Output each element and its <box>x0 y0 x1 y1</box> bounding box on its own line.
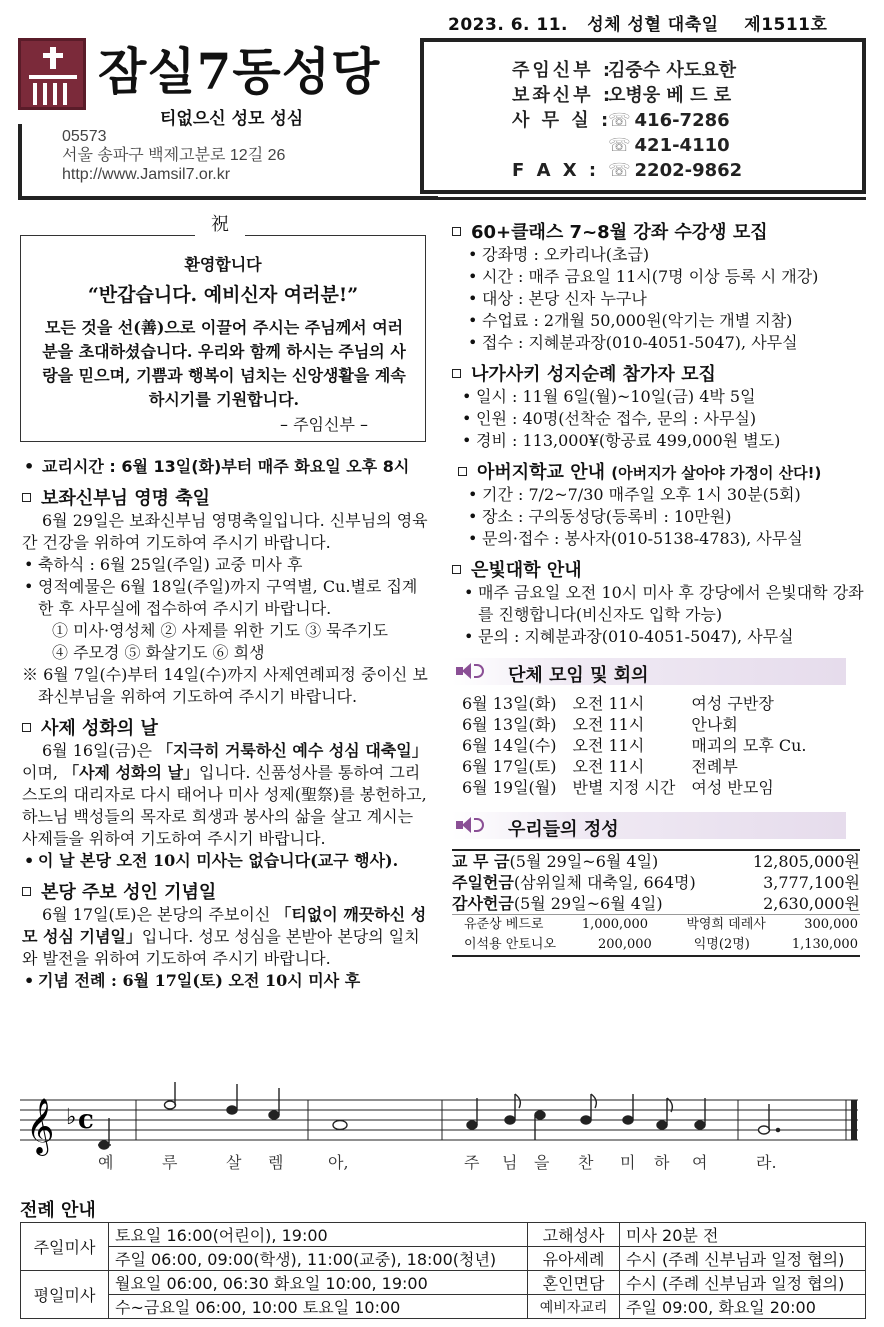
list-item: • 이 날 본당 오전 10시 미사는 없습니다(교구 행사). <box>22 850 432 872</box>
list-item: • 문의·접수 : 봉사자(010-5138-4783), 사무실 <box>466 528 870 550</box>
table-cell: 주일 09:00, 화요일 20:00 <box>620 1295 866 1319</box>
info-label: 사 무 실 : <box>512 110 612 131</box>
list-item: • 접수 : 지혜분과장(010-4051-5047), 사무실 <box>466 332 870 354</box>
square-bullet-icon <box>22 887 31 896</box>
table-row: 6월 17일(토) 오전 11시 전례부 <box>462 757 738 776</box>
treble-clef-icon: 𝄞 <box>26 1098 55 1154</box>
list-item: • 대상 : 본당 신자 누구나 <box>466 288 870 310</box>
lyric-syllable: 라. <box>756 1153 777 1172</box>
square-bullet-icon <box>22 723 31 732</box>
lyric-syllable: 렘 <box>268 1153 284 1172</box>
church-name: 잠실7동성당 <box>98 42 381 101</box>
welcome-title: 환영합니다 <box>184 255 262 274</box>
phone-icon: ☏ <box>608 135 631 156</box>
list-item: ① 미사·영성체 ② 사제를 위한 기도 ③ 묵주기도 <box>52 621 388 640</box>
lyric-syllable: 여 <box>692 1153 708 1172</box>
table-row <box>21 1247 866 1271</box>
table-cell: 수시 (주례 신부님과 일정 협의) <box>620 1247 866 1271</box>
section-title: 60+클래스 7~8월 강좌 수강생 모집 <box>452 218 870 244</box>
square-bullet-icon <box>452 227 461 236</box>
flat-sign: ♭ <box>66 1105 77 1130</box>
section-title: 보좌신부님 영명 축일 <box>22 484 432 510</box>
table-row: 6월 13일(화) 오전 11시 안나회 <box>462 715 738 734</box>
note <box>269 1111 279 1119</box>
phone-icon: ☏ <box>608 110 631 131</box>
square-bullet-icon <box>22 493 31 502</box>
table-cell: 예비자교리 <box>528 1295 620 1319</box>
list-item: • 인원 : 40명(선착순 접수, 문의 : 사무실) <box>460 408 870 430</box>
section-body: 6월 29일은 보좌신부님 영명축일입니다. 신부님의 영육간 건강을 위하여 기도하여 주시기 바랍니다. <box>22 511 428 552</box>
lyric-syllable: 을 <box>534 1153 550 1172</box>
list-item: • 강좌명 : 오카리나(초급) <box>466 244 870 266</box>
section-title: 은빛대학 안내 <box>452 556 870 582</box>
welcome-text: 모든 것을 선(善)으로 이끌어 주시는 주님께서 여러분을 초대하셨습니다. 우리와 함께 하시는 주님의 사랑을 믿으며, 기쁨과 행복이 넘치는 신앙생활을 계속하시기를 기원합니다. <box>42 318 406 409</box>
meetings-banner <box>452 658 846 685</box>
table-cell: 수시 (주례 신부님과 일정 협의) <box>620 1271 866 1295</box>
table-cell: 고해성사 <box>528 1223 620 1247</box>
section-title: 사제 성화의 날 <box>22 714 432 740</box>
feast-name: 성체 성혈 대축일 <box>587 15 719 35</box>
note <box>623 1116 633 1124</box>
list-item: ④ 주모경 ⑤ 화살기도 ⑥ 희생 <box>52 643 265 662</box>
list-item: • 경비 : 113,000¥(항공료 499,000원 별도) <box>460 430 870 452</box>
contact-info <box>512 58 742 183</box>
lyric-syllable: 살 <box>226 1153 242 1172</box>
info-label: 주임신부 : <box>512 60 614 81</box>
address: 서울 송파구 백제고분로 12길 26 <box>62 147 286 164</box>
square-bullet-icon <box>452 565 461 574</box>
offering-table <box>452 849 860 957</box>
header-divider <box>18 197 866 200</box>
welcome-signature: – 주임신부 – <box>280 415 368 434</box>
note <box>535 1111 545 1119</box>
info-label: 보좌신부 : <box>512 85 614 106</box>
section-title: 아버지학교 안내 (아버지가 살아야 가정이 산다!) <box>452 458 870 484</box>
section-title: 나가사키 성지순례 참가자 모집 <box>452 360 870 386</box>
lyric-syllable: 찬 <box>578 1153 594 1172</box>
table-row <box>21 1295 866 1319</box>
list-item: • 영적예물은 6월 18일(주일)까지 구역별, Cu.별로 집계한 후 사무실에 접수하여 주시기 바랍니다. <box>22 576 432 620</box>
table-row <box>21 1223 866 1247</box>
info-value: 2202-9862 <box>634 160 743 181</box>
table-cell: 주일미사 <box>21 1223 109 1271</box>
list-item: • 일시 : 11월 6일(월)~10일(금) 4박 5일 <box>460 386 870 408</box>
liturgy-table <box>20 1222 866 1319</box>
celebration-icon: 祝 <box>195 210 245 248</box>
catechism-time: • 교리시간 : 6월 13일(화)부터 매주 화요일 오후 8시 <box>22 456 432 478</box>
dateline <box>448 10 827 35</box>
section-title: 본당 주보 성인 기념일 <box>22 878 432 904</box>
lyrics <box>20 1150 866 1172</box>
table-row <box>21 1271 866 1295</box>
info-value: 416-7286 <box>634 110 730 131</box>
list-item: • 시간 : 매주 금요일 11시(7명 이상 등록 시 개강) <box>466 266 870 288</box>
note <box>505 1116 515 1124</box>
table-cell: 토요일 16:00(어린이), 19:00 <box>109 1223 528 1247</box>
info-value: 421-4110 <box>634 135 730 156</box>
church-subtitle: 티없으신 성모 성심 <box>160 109 304 129</box>
info-value: 김중수 사도요한 <box>608 60 736 81</box>
table-cell: 혼인면담 <box>528 1271 620 1295</box>
list-item: • 기간 : 7/2~7/30 매주일 오후 1시 30분(5회) <box>466 484 870 506</box>
list-item: • 문의 : 지혜분과장(010-4051-5047), 사무실 <box>462 626 870 648</box>
speaker-icon <box>456 816 470 834</box>
meetings-title: 단체 모임 및 회의 <box>508 665 649 686</box>
lyric-syllable: 님 <box>502 1153 518 1172</box>
right-column <box>452 218 870 957</box>
website-link[interactable]: http://www.Jamsil7.or.kr <box>62 166 231 183</box>
note <box>657 1121 667 1129</box>
table-row: 감사헌금(5월 29일~6월 4일) 2,630,000원 <box>452 894 860 913</box>
note <box>467 1121 477 1129</box>
table-cell: 주일 06:00, 09:00(학생), 11:00(교중), 18:00(청년) <box>109 1247 528 1271</box>
lyric-syllable: 주 <box>464 1153 480 1172</box>
issue-number: 제1511호 <box>744 15 828 35</box>
note: ※ 6월 7일(수)부터 14일(수)까지 사제연례피정 중이신 보좌신부님을 위하여 기도하여 주시기 바랍니다. <box>22 665 428 706</box>
list-item: • 축하식 : 6월 25일(주일) 교중 미사 후 <box>22 554 432 576</box>
section-body: 6월 16일(금)은 「지극히 거룩하신 예수 성심 대축일」이며, 「사제 성화의 날」입니다. 신품성사를 통하여 그리스도의 대리자로 다시 태어나 미사 성제(聖祭)를 봉헌하고, 하느님 백성들의 목자로 희생과 봉사의 삶을 살고 계시는 사제들을 위하여 기도하여 주시기 바랍니다. <box>22 741 428 848</box>
square-bullet-icon <box>452 369 461 378</box>
square-bullet-icon <box>458 467 467 476</box>
issue-date: 2023. 6. 11. <box>448 15 569 35</box>
church-logo-icon <box>18 38 86 110</box>
table-cell: 수~금요일 06:00, 10:00 토요일 10:00 <box>109 1295 528 1319</box>
table-row: 6월 19일(월) 반별 지정 시간 여성 반모임 <box>462 778 774 797</box>
note <box>227 1106 237 1114</box>
donor-row: 이석용 안토니오 200,000 익명(2명) 1,130,000 <box>464 937 858 952</box>
phone-icon: ☏ <box>608 160 631 181</box>
address-block <box>62 127 285 184</box>
lyric-syllable: 미 <box>620 1153 636 1172</box>
donor-row: 유준상 베드로 1,000,000 박영희 데레사 300,000 <box>452 914 860 935</box>
speaker-icon <box>456 662 470 680</box>
list-item: • 기념 전례 : 6월 17일(토) 오전 10시 미사 후 <box>22 970 432 992</box>
note <box>759 1126 770 1134</box>
postal-code: 05573 <box>62 128 107 145</box>
table-row: 교 무 금(5월 29일~6월 4일) 12,805,000원 <box>452 852 860 871</box>
note <box>695 1121 705 1129</box>
table-cell: 미사 20분 전 <box>620 1223 866 1247</box>
table-cell: 평일미사 <box>21 1271 109 1319</box>
time-signature: c <box>78 1105 94 1135</box>
section-body: 6월 17일(토)은 본당의 주보이신 「티없이 깨끗하신 성모 성심 기념일」입니다. 성모 성심을 본받아 본당의 일치와 발전을 위하여 기도하여 주시기 바랍니다. <box>22 905 427 968</box>
table-row: 6월 14일(수) 오전 11시 매괴의 모후 Cu. <box>462 736 807 755</box>
lyric-syllable: 예 <box>98 1153 114 1172</box>
welcome-quote: “반갑습니다. 예비신자 여러분!” <box>87 284 359 306</box>
lyric-syllable: 루 <box>162 1153 178 1172</box>
lyric-syllable: 아, <box>328 1153 349 1172</box>
table-row: 6월 13일(화) 오전 11시 여성 구반장 <box>462 694 774 713</box>
note <box>333 1121 347 1130</box>
note <box>165 1101 176 1109</box>
list-item: • 수업료 : 2개월 50,000원(악기는 개별 지참) <box>466 310 870 332</box>
info-label <box>512 133 608 158</box>
table-row: 주일헌금(삼위일체 대축일, 664명) 3,777,100원 <box>452 873 860 892</box>
offering-title: 우리들의 정성 <box>508 819 619 840</box>
list-item: • 매주 금요일 오전 10시 미사 후 강당에서 은빛대학 강좌를 진행합니다(비신자도 입학 가능) <box>462 582 870 626</box>
info-label: F A X : <box>512 160 600 181</box>
lyric-syllable: 하 <box>654 1153 670 1172</box>
liturgy-title: 전례 안내 <box>20 1200 96 1221</box>
meetings-table <box>452 693 813 798</box>
table-cell: 월요일 06:00, 06:30 화요일 10:00, 19:00 <box>109 1271 528 1295</box>
offering-banner <box>452 812 846 839</box>
left-column <box>22 456 432 992</box>
table-cell: 유아세례 <box>528 1247 620 1271</box>
note <box>581 1116 591 1124</box>
list-item: • 장소 : 구의동성당(등록비 : 10만원) <box>466 506 870 528</box>
info-value: 오병웅 베 드 로 <box>608 85 732 106</box>
